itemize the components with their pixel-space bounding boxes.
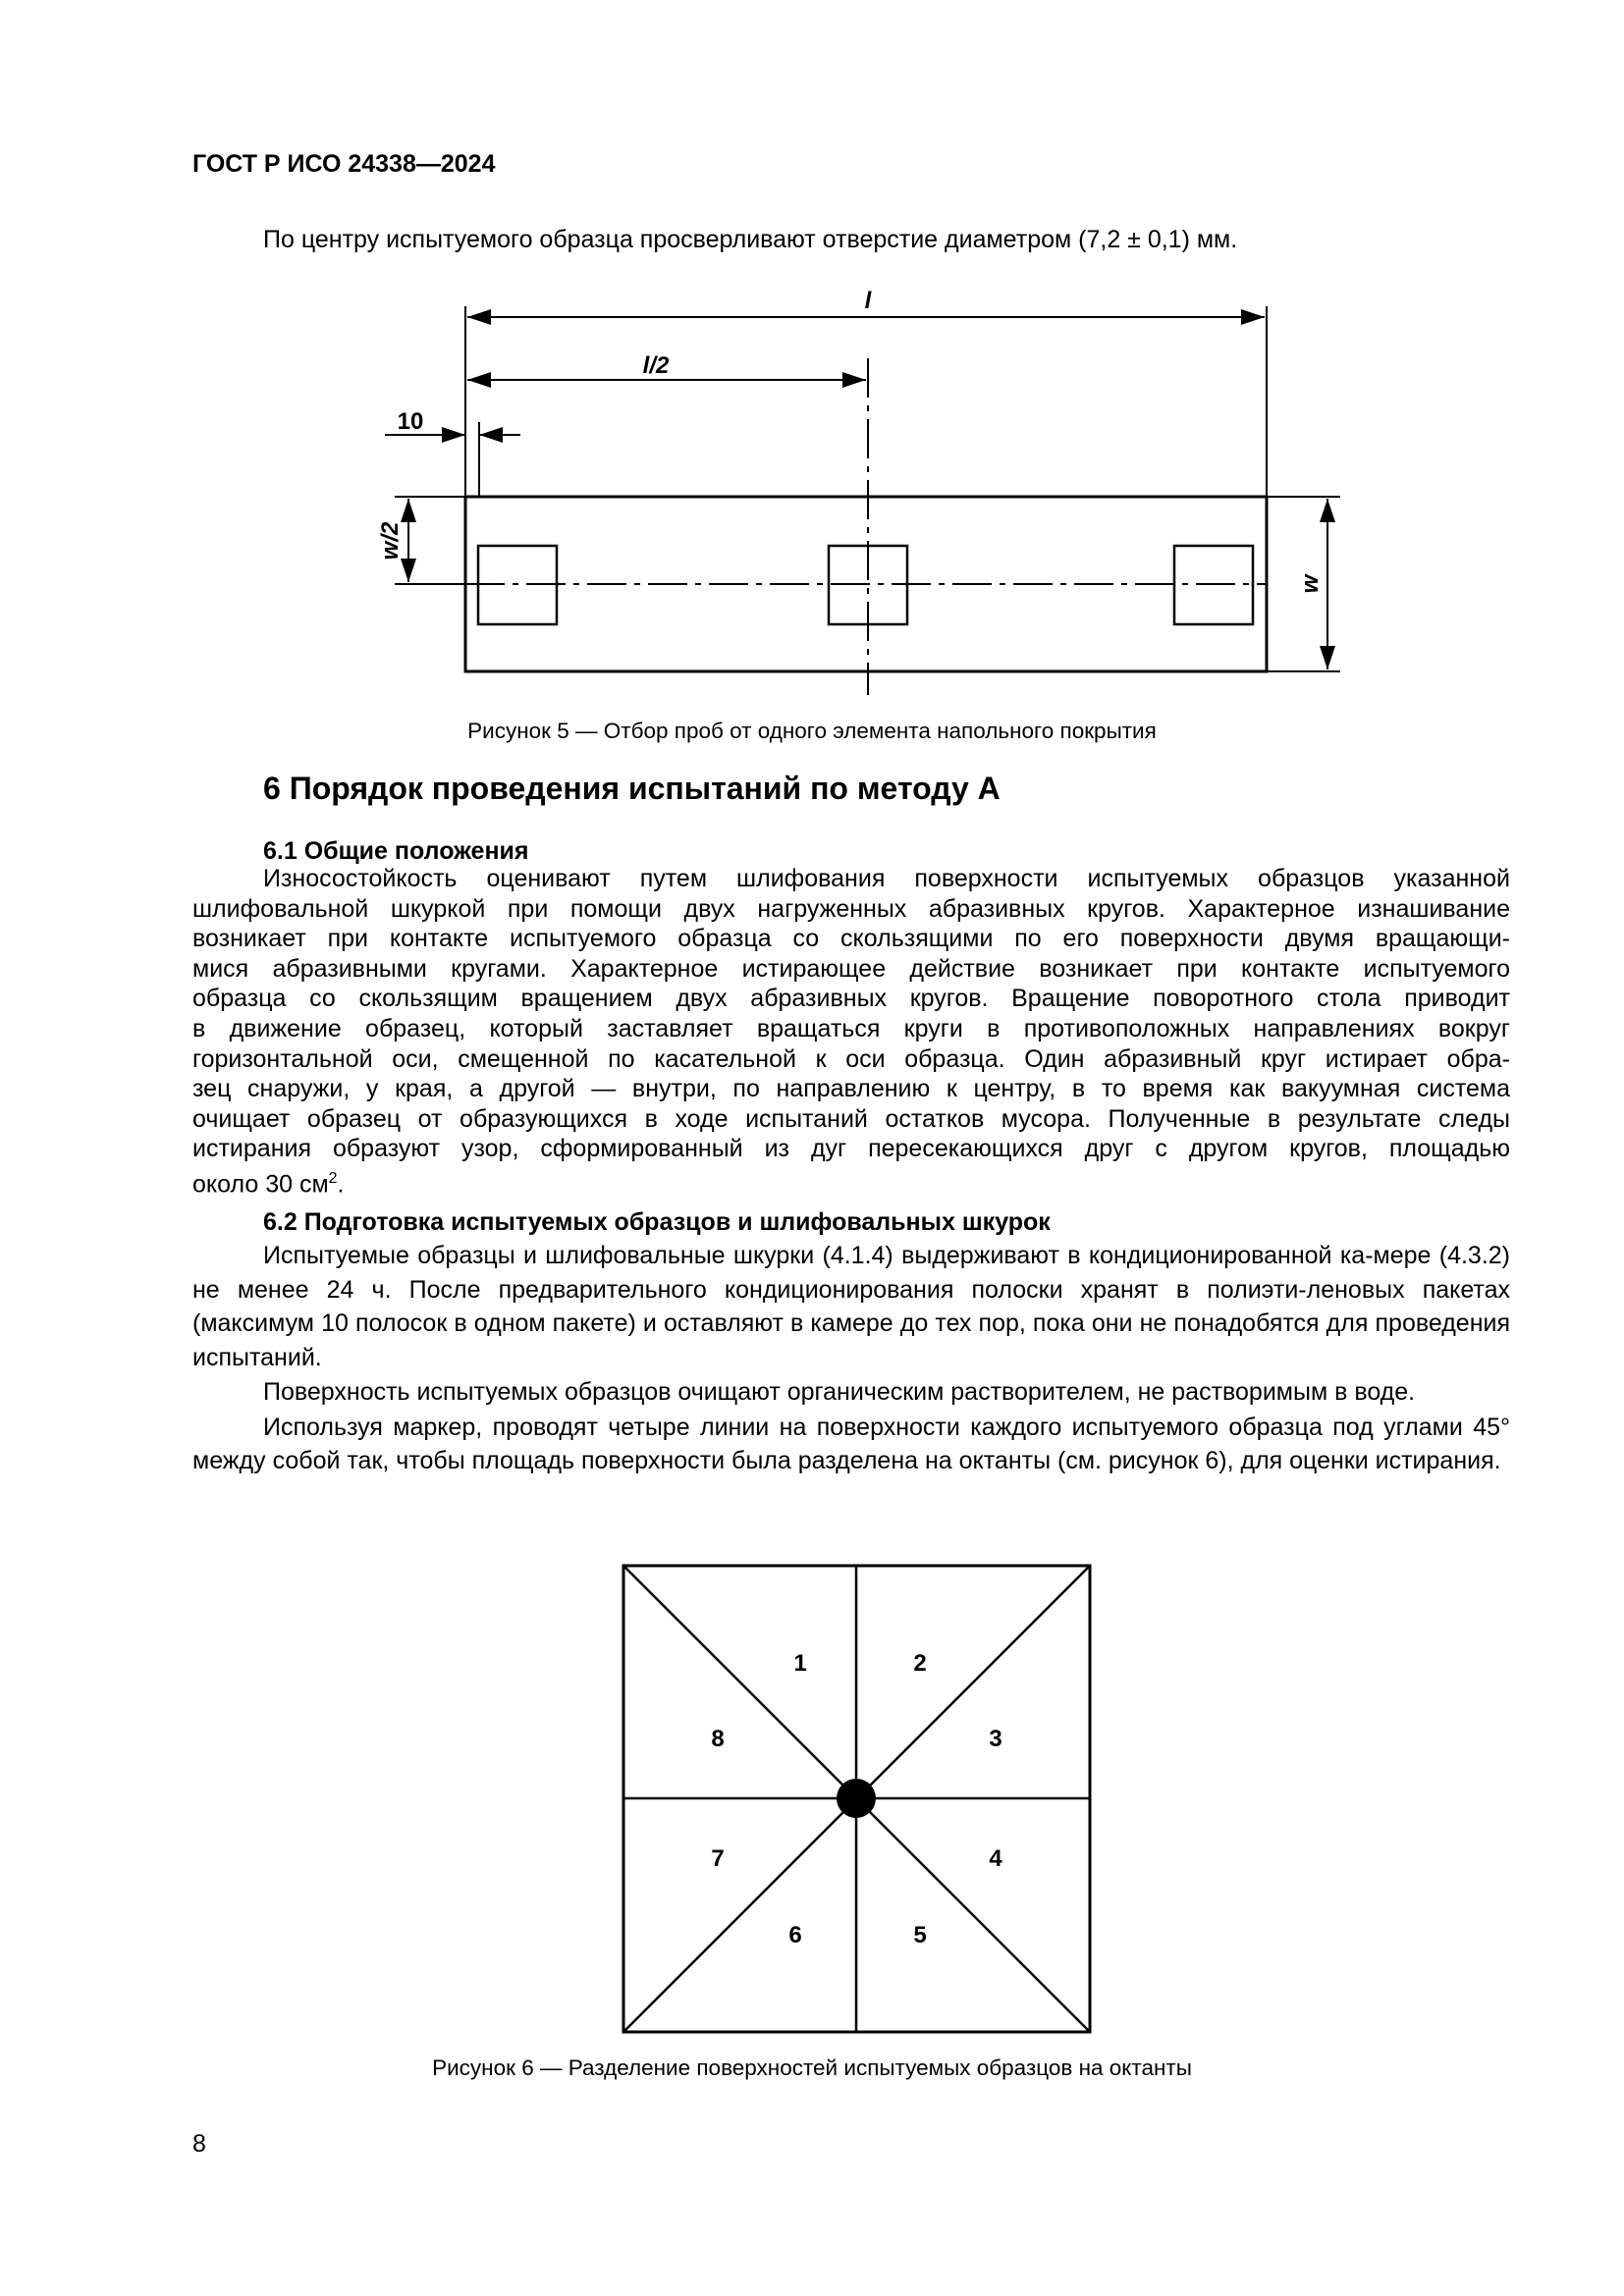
section-6-2-title: 6.2 Подготовка испытуемых образцов и шлифовальных шкурок bbox=[263, 1208, 1051, 1236]
paragraph: Испытуемые образцы и шлифовальные шкурки (4.1.4) выдерживают в кондиционированной ка-мере (4.3.2) не менее 24 ч. После предварительного кондиционирования полоски хранят в полиэти-леновых пакетах (максимум 10 полосок в одном пакете) и оставляют в камере до тех пор, пока они не понадобятся для проведения испытаний. bbox=[192, 1242, 1510, 1371]
octant-label-3: 3 bbox=[989, 1726, 1002, 1752]
section-6-1-title: 6.1 Общие положения bbox=[263, 837, 529, 865]
text-line-last: около 30 $см^2$. bbox=[192, 1169, 345, 1199]
text-line: истирания образуют узор, сформированный из дуг пересекающихся друг с другом кругов, площадью bbox=[192, 1135, 1510, 1163]
octant-label-4: 4 bbox=[989, 1845, 1002, 1872]
document-header: ГОСТ Р ИСО 24338—2024 bbox=[192, 150, 496, 178]
section-6-title: 6 Порядок проведения испытаний по методу А bbox=[263, 771, 1001, 806]
section-6-2-body bbox=[192, 1239, 1510, 1478]
paragraph: Поверхность испытуемых образцов очищают органическим растворителем, не растворимым в воде. bbox=[263, 1378, 1416, 1406]
octant-label-6: 6 bbox=[788, 1922, 802, 1949]
text-line: очищает образец от образующихся в ходе испытаний остатков мусора. Полученные в результате следы bbox=[192, 1104, 1510, 1133]
text-line: мися абразивными кругами. Характерное истирающее действие возникает при контакте испытуемого bbox=[192, 954, 1510, 983]
text-line: возникает при контакте испытуемого образца со скользящими по его поверхности двумя вращающи- bbox=[192, 925, 1510, 953]
figure-6-diagram bbox=[0, 1531, 1624, 2061]
octant-label-5: 5 bbox=[913, 1922, 927, 1949]
label-10: 10 bbox=[397, 408, 424, 435]
figure-5-caption: Рисунок 5 — Отбор проб от одного элемента напольного покрытия bbox=[467, 719, 1157, 743]
text-line: Износостойкость оценивают путем шлифования поверхности испытуемых образцов указанной bbox=[263, 865, 1510, 892]
text-line: шлифовальной шкуркой при помощи двух нагруженных абразивных кругов. Характерное изнашивание bbox=[192, 894, 1510, 923]
figure-6-caption: Рисунок 6 — Разделение поверхностей испытуемых образцов на октанты bbox=[432, 2056, 1192, 2080]
section-6-1-body bbox=[192, 864, 1510, 1200]
text-line: зец снаружи, у края, а другой — внутри, по направлению к центру, в то время как вакуумная система bbox=[192, 1075, 1510, 1103]
paragraph: Используя маркер, проводят четыре линии на поверхности каждого испытуемого образца под углами 45° между собой так, чтобы площадь поверхности была разделена на октанты (см. рисунок 6), для оценки истирания. bbox=[192, 1413, 1510, 1474]
intro-paragraph: По центру испытуемого образца просверливают отверстие диаметром (7,2 ± 0,1) мм. bbox=[263, 226, 1238, 253]
octant-label-2: 2 bbox=[913, 1650, 927, 1677]
figure-5-diagram bbox=[0, 0, 1624, 746]
octant-label-1: 1 bbox=[793, 1650, 807, 1677]
text-line: образца со скользящим вращением двух абразивных кругов. Вращение поворотного стола приводит bbox=[192, 985, 1510, 1013]
octant-label-8: 8 bbox=[711, 1726, 725, 1752]
page-number: 8 bbox=[192, 2130, 206, 2158]
text-line: горизонтальной оси, смещенной по касательной к оси образца. Один абразивный круг истирает обра- bbox=[192, 1044, 1510, 1073]
text-line: в движение образец, который заставляет вращаться круги в противоположных направлениях вокруг bbox=[192, 1014, 1510, 1042]
center-dot bbox=[837, 1779, 876, 1818]
label-w2: w/2 bbox=[377, 521, 404, 561]
octant-label-7: 7 bbox=[711, 1845, 725, 1872]
label-w: w bbox=[1297, 574, 1324, 594]
label-l: l bbox=[864, 288, 872, 314]
label-l2: l/2 bbox=[642, 352, 670, 379]
